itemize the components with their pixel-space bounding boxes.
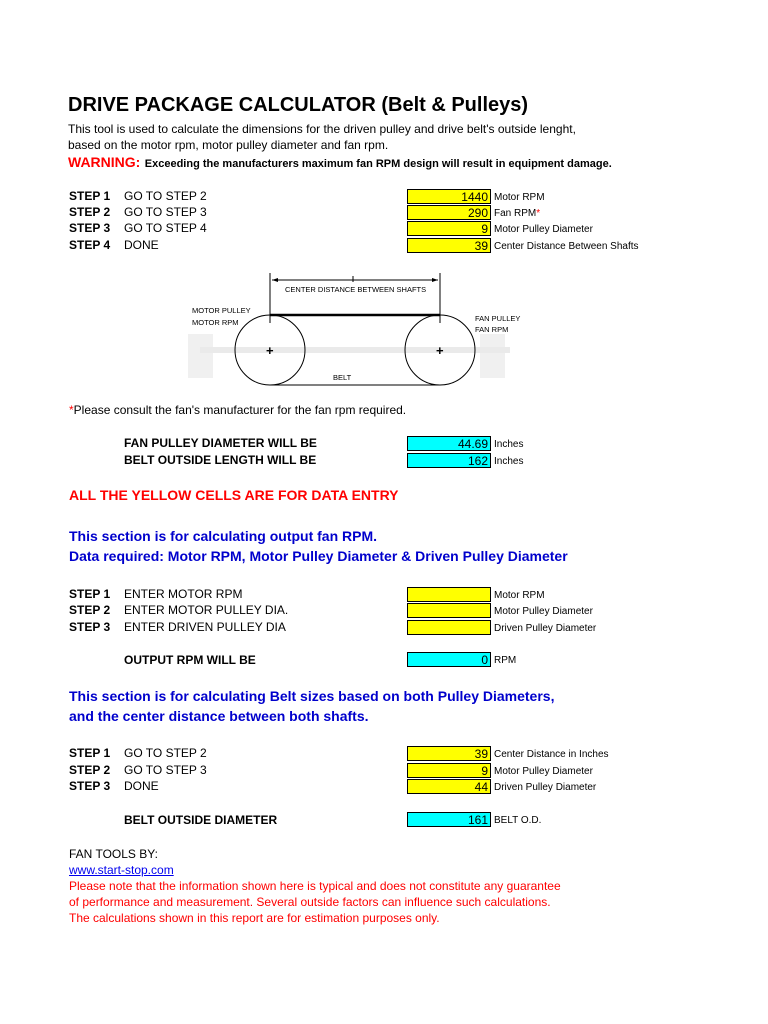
motor-shaft-shadow xyxy=(188,334,213,378)
dim-arrow-left xyxy=(272,278,278,282)
s3-driven-pulley-label: Driven Pulley Diameter xyxy=(494,782,597,793)
output-rpm-label: OUTPUT RPM WILL BE xyxy=(124,653,256,667)
warning-line xyxy=(68,154,612,172)
yellow-cells-note: ALL THE YELLOW CELLS ARE FOR DATA ENTRY xyxy=(69,487,399,503)
fan-pulley-result-value: 44.69 xyxy=(407,436,491,451)
fan-tools-by: FAN TOOLS BY: xyxy=(69,847,158,861)
section2-heading-2: Data required: Motor RPM, Motor Pulley Diameter & Driven Pulley Diameter xyxy=(69,548,568,564)
s2-driven-pulley-input[interactable] xyxy=(407,620,491,635)
belt-length-result-value: 162 xyxy=(407,453,491,468)
s1-step2-label: STEP 2 xyxy=(69,205,111,219)
fan-rpm-label: Fan RPM xyxy=(494,208,537,219)
page-title: DRIVE PACKAGE CALCULATOR (Belt & Pulleys) xyxy=(68,94,529,116)
s2-step2-action: ENTER MOTOR PULLEY DIA. xyxy=(124,603,289,617)
s2-step1-label: STEP 1 xyxy=(69,587,111,601)
s3-center-distance-input[interactable]: 39 xyxy=(407,746,491,761)
s3-motor-pulley-input[interactable]: 9 xyxy=(407,763,491,778)
s1-step4-action: DONE xyxy=(124,238,159,252)
fan-pulley-result-label: FAN PULLEY DIAMETER WILL BE xyxy=(124,436,317,450)
s1-step1-action: GO TO STEP 2 xyxy=(124,189,207,203)
description-line-1: This tool is used to calculate the dimensions for the driven pulley and drive belt's outside lenght, xyxy=(68,122,576,136)
s3-motor-pulley-label: Motor Pulley Diameter xyxy=(494,766,593,777)
s2-motor-rpm-input[interactable] xyxy=(407,587,491,602)
s2-step2-label: STEP 2 xyxy=(69,603,111,617)
start-stop-link[interactable]: www.start-stop.com xyxy=(69,863,174,877)
belt-od-unit: BELT O.D. xyxy=(494,815,542,826)
dim-arrow-right xyxy=(432,278,438,282)
motor-pulley-text: MOTOR PULLEY xyxy=(192,306,251,315)
s3-step2-label: STEP 2 xyxy=(69,763,111,777)
disclaimer-line-2: of performance and measurement. Several outside factors can influence such calculations. xyxy=(69,895,551,909)
center-distance-text: CENTER DISTANCE BETWEEN SHAFTS xyxy=(285,285,427,294)
s3-step1-label: STEP 1 xyxy=(69,746,111,760)
fan-rpm-text: FAN RPM xyxy=(475,325,509,334)
center-distance-label: Center Distance Between Shafts xyxy=(494,241,639,252)
output-rpm-unit: RPM xyxy=(494,655,517,666)
s2-motor-pulley-label: Motor Pulley Diameter xyxy=(494,606,593,617)
belt-od-label: BELT OUTSIDE DIAMETER xyxy=(124,813,278,827)
s3-step1-action: GO TO STEP 2 xyxy=(124,746,207,760)
motor-pulley-dia-label: Motor Pulley Diameter xyxy=(494,224,593,235)
s1-step4-label: STEP 4 xyxy=(69,238,111,252)
belt-length-result-unit: Inches xyxy=(494,456,524,467)
output-rpm-value: 0 xyxy=(407,652,491,667)
motor-rpm-input[interactable]: 1440 xyxy=(407,189,491,204)
s2-driven-pulley-label: Driven Pulley Diameter xyxy=(494,623,597,634)
fan-center-mark: + xyxy=(436,343,444,358)
s3-driven-pulley-input[interactable]: 44 xyxy=(407,779,491,794)
motor-rpm-text: MOTOR RPM xyxy=(192,318,239,327)
belt-od-value: 161 xyxy=(407,812,491,827)
fan-shaft-shadow xyxy=(480,334,505,378)
section3-heading-1: This section is for calculating Belt sizes based on both Pulley Diameters, xyxy=(69,688,555,704)
fan-rpm-label-wrap xyxy=(494,208,540,219)
s3-step3-label: STEP 3 xyxy=(69,779,111,793)
warning-label: WARNING: xyxy=(68,154,141,170)
belt-pulley-diagram xyxy=(180,268,530,394)
s2-step1-action: ENTER MOTOR RPM xyxy=(124,587,243,601)
belt-length-result-label: BELT OUTSIDE LENGTH WILL BE xyxy=(124,453,317,467)
s1-step2-action: GO TO STEP 3 xyxy=(124,205,207,219)
fan-rpm-asterisk: * xyxy=(536,208,541,219)
fan-rpm-input[interactable]: 290 xyxy=(407,205,491,220)
disclaimer-line-1: Please note that the information shown here is typical and does not constitute any guarantee xyxy=(69,879,561,893)
s2-step3-action: ENTER DRIVEN PULLEY DIA xyxy=(124,620,286,634)
motor-rpm-label: Motor RPM xyxy=(494,192,545,203)
belt-text: BELT xyxy=(333,373,352,382)
description-line-2: based on the motor rpm, motor pulley diameter and fan rpm. xyxy=(68,138,389,152)
note-asterisk: * xyxy=(69,403,74,417)
fan-pulley-result-unit: Inches xyxy=(494,439,524,450)
section2-heading-1: This section is for calculating output fan RPM. xyxy=(69,528,378,544)
motor-center-mark: + xyxy=(266,343,274,358)
center-distance-input[interactable]: 39 xyxy=(407,238,491,253)
fan-pulley-text: FAN PULLEY xyxy=(475,314,521,323)
s3-step3-action: DONE xyxy=(124,779,159,793)
s1-step1-label: STEP 1 xyxy=(69,189,111,203)
s1-step3-label: STEP 3 xyxy=(69,221,111,235)
s1-step3-action: GO TO STEP 4 xyxy=(124,221,207,235)
s3-step2-action: GO TO STEP 3 xyxy=(124,763,207,777)
section3-heading-2: and the center distance between both shafts. xyxy=(69,708,369,724)
s2-motor-rpm-label: Motor RPM xyxy=(494,590,545,601)
s2-step3-label: STEP 3 xyxy=(69,620,111,634)
disclaimer-line-3: The calculations shown in this report are for estimation purposes only. xyxy=(69,911,440,925)
fan-rpm-note xyxy=(69,403,406,417)
motor-pulley-dia-input[interactable]: 9 xyxy=(407,221,491,236)
s2-motor-pulley-input[interactable] xyxy=(407,603,491,618)
warning-text: Exceeding the manufacturers maximum fan RPM design will result in equipment damage. xyxy=(144,158,612,170)
note-text: Please consult the fan's manufacturer for the fan rpm required. xyxy=(73,403,407,417)
s3-center-distance-label: Center Distance in Inches xyxy=(494,749,609,760)
